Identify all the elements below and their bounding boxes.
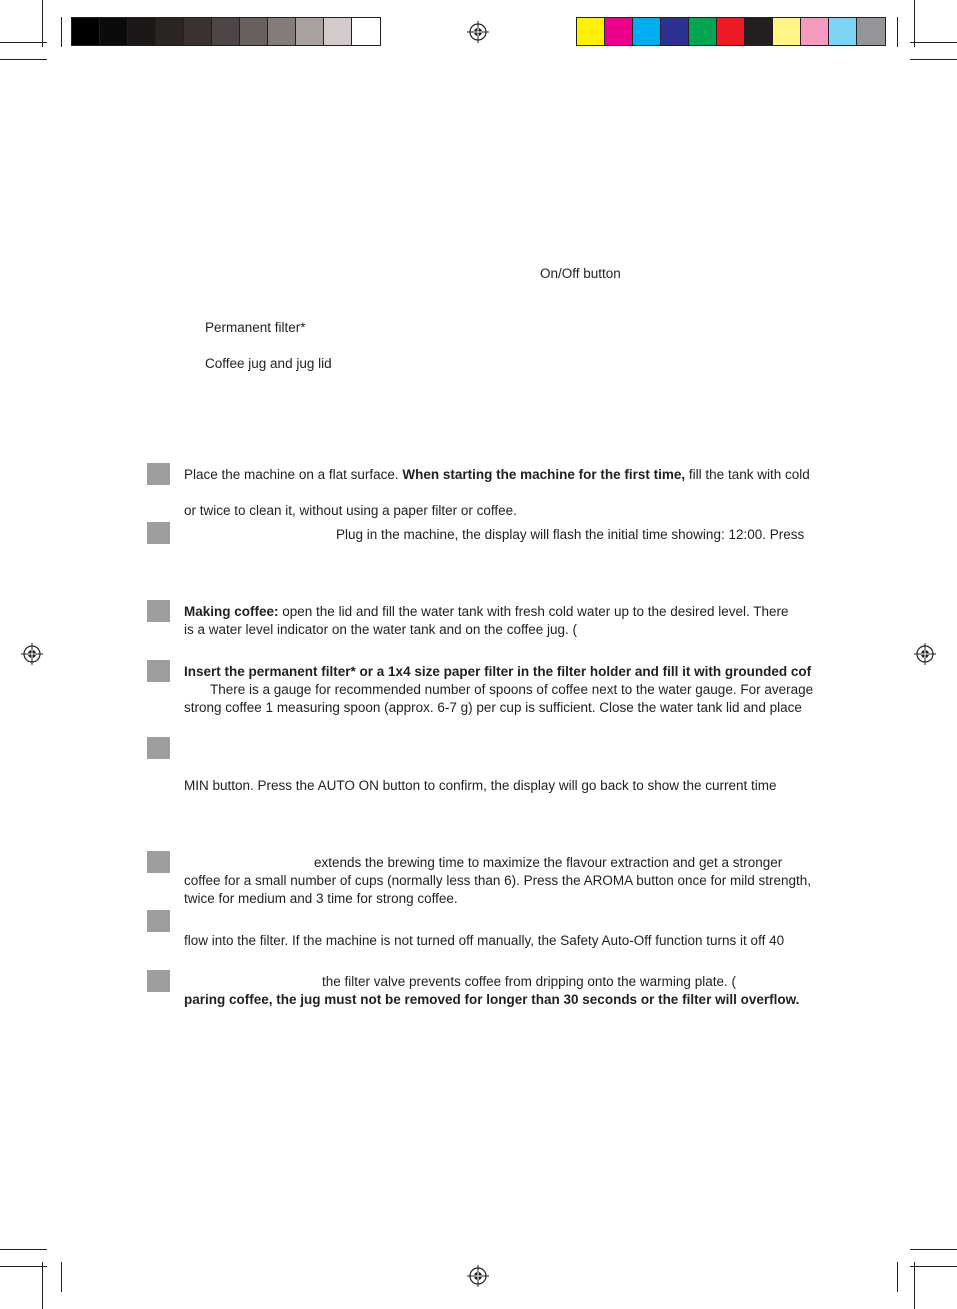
grayscale-swatch (296, 18, 324, 45)
process-swatch (633, 18, 661, 45)
grayscale-color-bar (71, 17, 381, 46)
step-box-2 (147, 522, 170, 544)
step-1-line-2: or twice to clean it, without using a paper filter or coffee. (184, 503, 517, 518)
step-4-line-1: Insert the permanent filter* or a 1x4 size paper filter in the filter holder and fill it with grounded cof (184, 664, 812, 679)
step-6-line-2: coffee for a small number of cups (normally less than 6). Press the AROMA button once for mild strength, (184, 873, 812, 888)
grayscale-swatch (212, 18, 240, 45)
crop-mark-br-v (914, 1262, 915, 1309)
step-1-bold: When starting the machine for the first time, (402, 467, 686, 482)
grayscale-swatch (100, 18, 128, 45)
crop-mark-tr-v2 (897, 17, 898, 47)
step-3-line-1 (184, 603, 789, 621)
grayscale-swatch (72, 18, 100, 45)
crop-mark-tr-h (910, 42, 957, 43)
process-swatch (661, 18, 689, 45)
step-box-7 (147, 910, 170, 932)
process-swatch (829, 18, 857, 45)
process-swatch (689, 18, 717, 45)
label-permanent-filter: Permanent filter* (205, 320, 306, 335)
step-box-6 (147, 851, 170, 873)
crop-mark-bl-v2 (61, 1262, 62, 1292)
grayscale-swatch (240, 18, 268, 45)
step-8-line-2: paring coffee, the jug must not be removed for longer than 30 seconds or the filter will overflow. (184, 992, 800, 1007)
registration-mark-icon (914, 643, 936, 665)
grayscale-swatch (128, 18, 156, 45)
step-2-line-1: Plug in the machine, the display will flash the initial time showing: 12:00. Press (336, 527, 805, 542)
crop-mark-bl-v (42, 1262, 43, 1309)
crop-mark-bl-h (0, 1266, 47, 1267)
step-box-5 (147, 737, 170, 759)
crop-mark-tl-h (0, 42, 47, 43)
step-6-line-1: extends the brewing time to maximize the flavour extraction and get a stronger (314, 855, 783, 870)
step-1-line-1 (184, 466, 810, 484)
grayscale-swatch (352, 18, 380, 45)
step-5-line-1: MIN button. Press the AUTO ON button to confirm, the display will go back to show the current time (184, 778, 777, 793)
process-swatch (717, 18, 745, 45)
crop-mark-tl-v2 (61, 17, 62, 47)
crop-mark-br-h (910, 1266, 957, 1267)
grayscale-swatch (268, 18, 296, 45)
crop-mark-tl-v (42, 0, 43, 47)
label-coffee-jug: Coffee jug and jug lid (205, 356, 332, 371)
crop-mark-tr-v (914, 0, 915, 47)
process-swatch (745, 18, 773, 45)
step-box-1 (147, 463, 170, 485)
step-box-3 (147, 600, 170, 622)
registration-mark-icon (21, 643, 43, 665)
crop-mark-br-h2 (910, 1249, 957, 1250)
step-8-line-1: the filter valve prevents coffee from dripping onto the warming plate. ( (322, 974, 736, 989)
label-on-off-button: On/Off button (540, 266, 621, 281)
grayscale-swatch (156, 18, 184, 45)
step-6-line-3: twice for medium and 3 time for strong coffee. (184, 891, 458, 906)
crop-mark-tl-h2 (0, 59, 47, 60)
step-box-4 (147, 660, 170, 682)
grayscale-swatch (184, 18, 212, 45)
process-swatch (577, 18, 605, 45)
step-3-line-2: is a water level indicator on the water tank and on the coffee jug. ( (184, 622, 577, 637)
process-swatch (801, 18, 829, 45)
registration-mark-icon (467, 21, 489, 43)
process-swatch (857, 18, 885, 45)
process-swatch (773, 18, 801, 45)
registration-mark-icon (467, 1265, 489, 1287)
step-3-heading: Making coffee: (184, 604, 279, 619)
grayscale-swatch (324, 18, 352, 45)
process-color-bar (576, 17, 886, 46)
crop-mark-tr-h2 (910, 59, 957, 60)
crop-mark-br-v2 (897, 1262, 898, 1292)
step-1-text-end: fill the tank with cold (685, 467, 810, 482)
step-7-line-1: flow into the filter. If the machine is not turned off manually, the Safety Auto-Off function turns it off 40 (184, 933, 785, 948)
step-4-line-2: There is a gauge for recommended number of spoons of coffee next to the water gauge. For average (210, 682, 814, 697)
process-swatch (605, 18, 633, 45)
step-3-text: open the lid and fill the water tank with fresh cold water up to the desired level. There (278, 604, 789, 619)
step-1-text: Place the machine on a flat surface. (184, 467, 403, 482)
step-4-line-3: strong coffee 1 measuring spoon (approx. 6-7 g) per cup is sufficient. Close the water tank lid and place (184, 700, 802, 715)
crop-mark-bl-h2 (0, 1249, 47, 1250)
step-box-8 (147, 970, 170, 992)
